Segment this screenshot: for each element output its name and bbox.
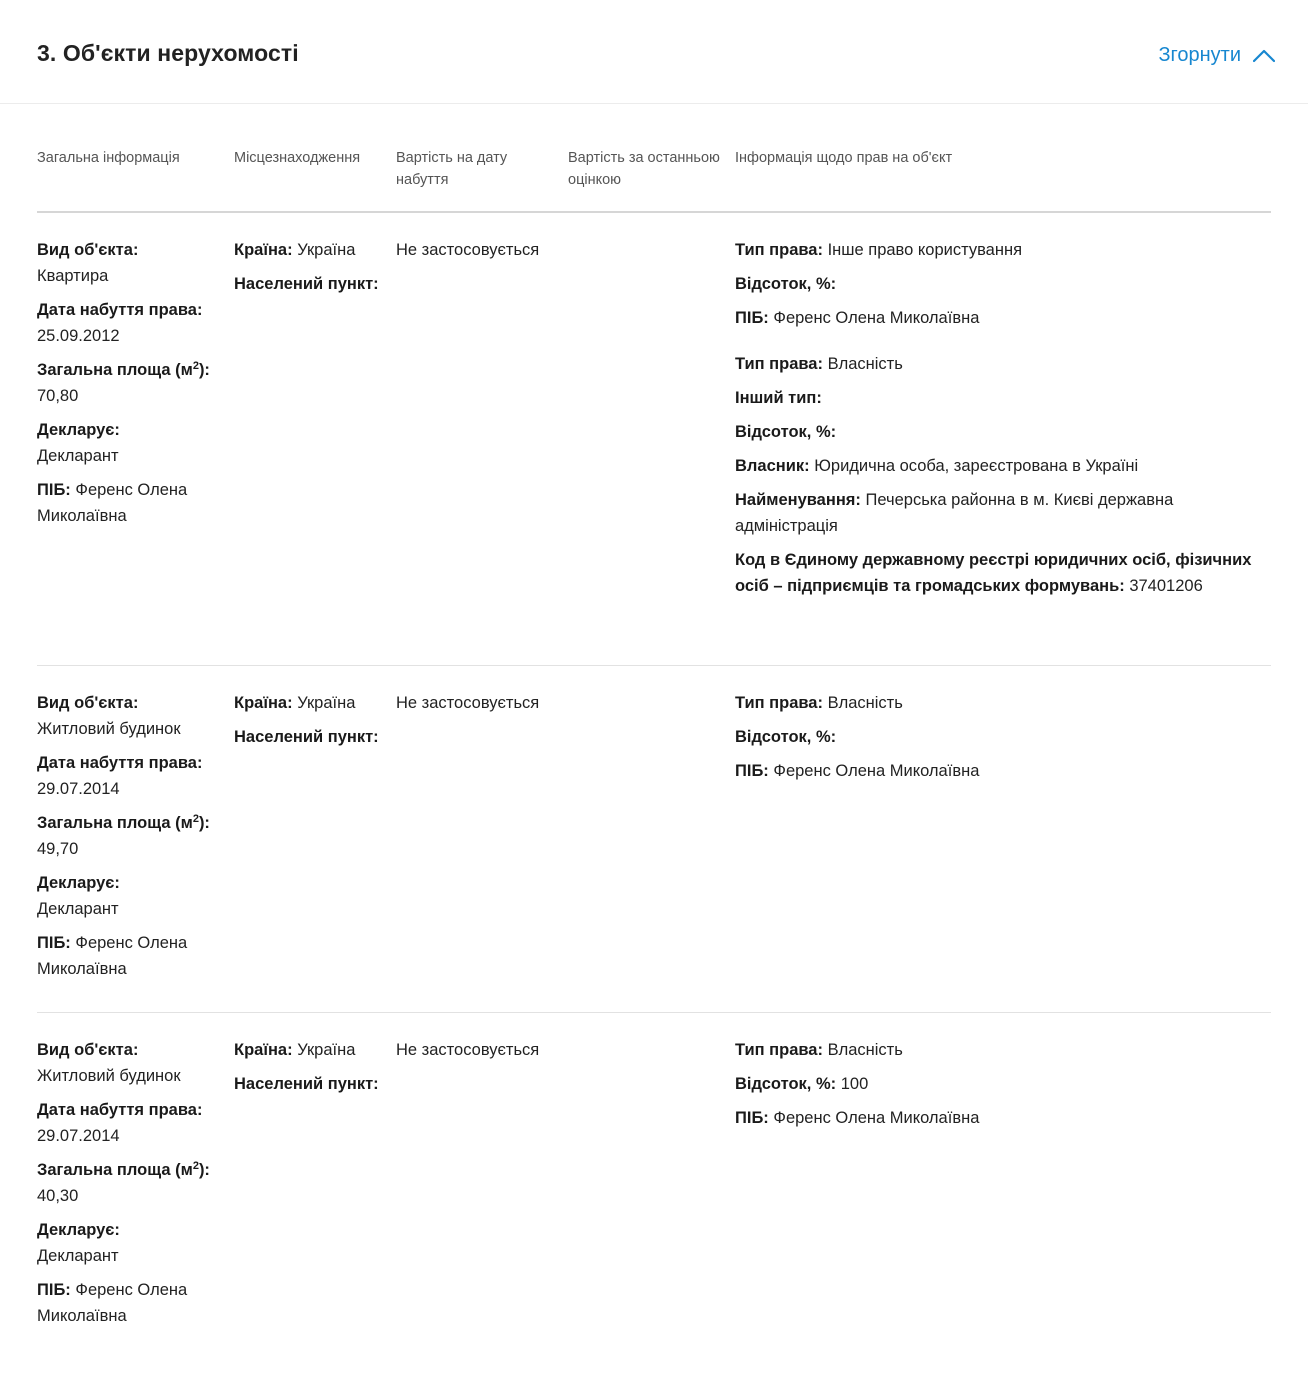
object-type-value: Житловий будинок [37, 1067, 181, 1085]
table-row [37, 666, 1271, 1013]
declares-value: Декларант [37, 1247, 119, 1265]
right-block: Тип права: Власність Відсоток, %: 100 ПІБ: Ференс Олена Миколаївна [735, 1041, 980, 1127]
pib-value: Ференс Олена Миколаївна [37, 934, 188, 978]
section-title: 3. Об'єкти нерухомості [37, 40, 299, 66]
right-block: Тип права: Інше право користування Відсоток, %: ПІБ: Ференс Олена Миколаївна [735, 241, 1023, 327]
rights-cell [735, 1037, 1271, 1139]
area-value: 40,30 [37, 1187, 79, 1205]
collapse-button[interactable] [1158, 44, 1275, 67]
general-info-cell: Вид об'єкта: Квартира Дата набуття права: 25.09.2012 Загальна площа $(м^2)$: 70,80 Декларує: Декларант ПІБ: Ференс Олена Миколаївна [37, 241, 210, 525]
location-cell: Країна: Україна Населений пункт: [234, 1041, 379, 1093]
column-header-rights: Інформація щодо прав на об'єкт [735, 150, 953, 166]
collapse-label: Згорнути [1158, 44, 1241, 66]
table-header [37, 104, 1271, 213]
column-header-cost-last: Вартість за останньою оцінкою [568, 150, 720, 188]
country-value: Україна [297, 1041, 356, 1059]
pib-value: Ференс Олена Миколаївна [37, 1281, 188, 1325]
acquisition-date-value: 29.07.2014 [37, 1127, 120, 1145]
pib-value: Ференс Олена Миколаївна [37, 481, 188, 525]
declares-value: Декларант [37, 447, 119, 465]
right-block: Тип права: Власність Відсоток, %: ПІБ: Ференс Олена Миколаївна [735, 694, 980, 780]
table-row [37, 213, 1271, 666]
location-cell: Країна: Україна Населений пункт: [234, 241, 379, 293]
area-value: 70,80 [37, 387, 79, 405]
acquisition-date-value: 25.09.2012 [37, 327, 120, 345]
acquisition-date-value: 29.07.2014 [37, 780, 120, 798]
real-estate-table [37, 104, 1271, 1353]
cost-acquisition-cell: Не застосовується [396, 1041, 540, 1059]
right-block: Тип права: Власність Інший тип: Відсоток, %: Власник: Юридична особа, зареєстрована в Україні Найменування: Печерська районна в м. Києві державна адміністрація Код в Єдиному державному реєстрі юридичних осіб, фізичних осіб – підприємців та громадських формувань: 37401206 [735, 355, 1252, 595]
declares-value: Декларант [37, 900, 119, 918]
location-cell: Країна: Україна Населений пункт: [234, 694, 379, 746]
area-value: 49,70 [37, 840, 79, 858]
rights-cell [735, 237, 1271, 607]
cost-acquisition-cell: Не застосовується [396, 694, 540, 712]
column-header-location: Місцезнаходження [234, 150, 361, 166]
general-info-cell: Вид об'єкта: Житловий будинок Дата набуття права: 29.07.2014 Загальна площа $(м^2)$: 40,30 Декларує: Декларант ПІБ: Ференс Олена Миколаївна [37, 1041, 210, 1325]
section-header [0, 0, 1308, 104]
cost-acquisition-cell: Не застосовується [396, 241, 540, 259]
general-info-cell: Вид об'єкта: Житловий будинок Дата набуття права: 29.07.2014 Загальна площа $(м^2)$: 49,70 Декларує: Декларант ПІБ: Ференс Олена Миколаївна [37, 694, 210, 978]
column-header-general: Загальна інформація [37, 150, 180, 166]
rights-cell [735, 690, 1271, 792]
column-header-cost-acquisition: Вартість на дату набуття [396, 150, 508, 188]
chevron-up-icon [1253, 49, 1275, 63]
object-type-value: Квартира [37, 267, 109, 285]
object-type-value: Житловий будинок [37, 720, 181, 738]
country-value: Україна [297, 694, 356, 712]
country-value: Україна [297, 241, 356, 259]
table-row [37, 1013, 1271, 1353]
